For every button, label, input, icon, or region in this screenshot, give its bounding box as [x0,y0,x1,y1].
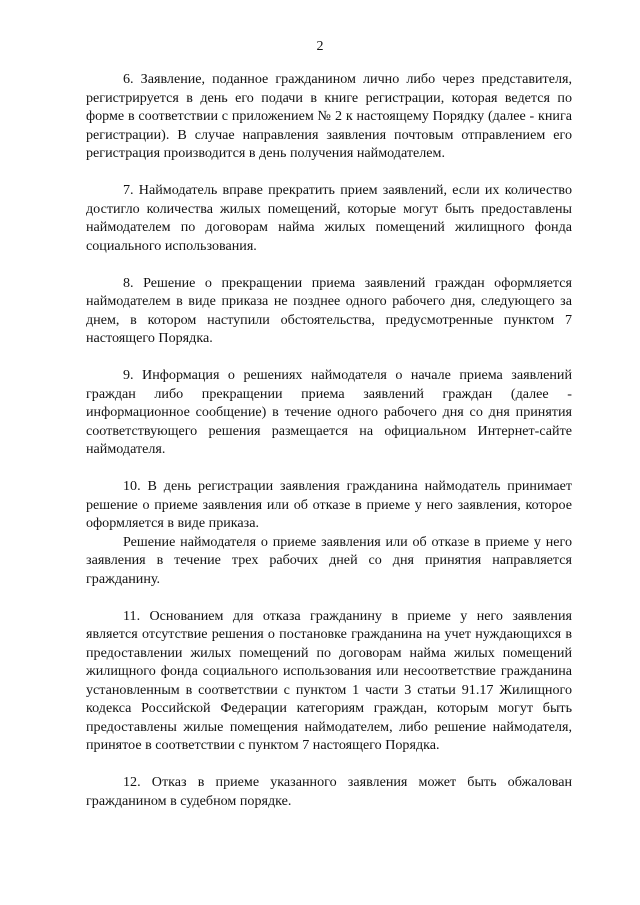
paragraph-11: 11. Основанием для отказа гражданину в приеме у него заявления является отсутствие решения о постановке гражданина на учет нуждающихся в предоставлении жилых помещений по договорам найма жилых помещений жилищного фонда социального использования или несоответствие гражданина установленным в соответствии с пунктом 1 части 3 статьи 91.17 Жилищного кодекса Российской Федерации категориям граждан, которым могут быть предоставлены жилые помещения наймодателем, либо решение наймодателя, принятое в соответствии с пунктом 7 настоящего Порядка. [86,607,572,753]
paragraph-12: 12. Отказ в приеме указанного заявления может быть обжалован гражданином в судебном порядке. [86,774,572,809]
paragraph-7: 7. Наймодатель вправе прекратить прием заявлений, если их количество достигло количества жилых помещений, которые могут быть предоставлены наймодателем по договорам найма жилых помещений жилищного фонда социального использования. [86,182,572,254]
page-number: 2 [316,39,324,54]
paragraph-9: 9. Информация о решениях наймодателя о начале приема заявлений граждан либо прекращении приема заявлений граждан (далее - информационное сообщение) в течение одного рабочего дня со дня принятия соответствующего решения размещается на официальном Интернет-сайте наймодателя. [86,367,572,457]
paragraph-6: 6. Заявление, поданное гражданином лично либо через представителя, регистрируется в день его подачи в книге регистрации, которая ведется по форме в соответствии с приложением № 2 к настоящему Порядку (далее - книга регистрации). В случае направления заявления почтовым отправлением его регистрация производится в день получения наймодателем. [86,71,572,161]
document-body [86,70,572,810]
paragraph-8: 8. Решение о прекращении приема заявлений граждан оформляется наймодателем в виде приказа не позднее одного рабочего дня, следующего за днем, в котором наступили обстоятельства, предусмотренные пунктом 7 настоящего Порядка. [86,274,572,346]
paragraph-10: 10. В день регистрации заявления гражданина наймодатель принимает решение о приеме заявления или об отказе в приеме у него заявления, которое оформляется в виде приказа. [86,478,572,531]
paragraph-10-continuation: Решение наймодателя о приеме заявления или об отказе в приеме у него заявления в течение трех рабочих дней со дня принятия направляется гражданину. [86,533,572,587]
